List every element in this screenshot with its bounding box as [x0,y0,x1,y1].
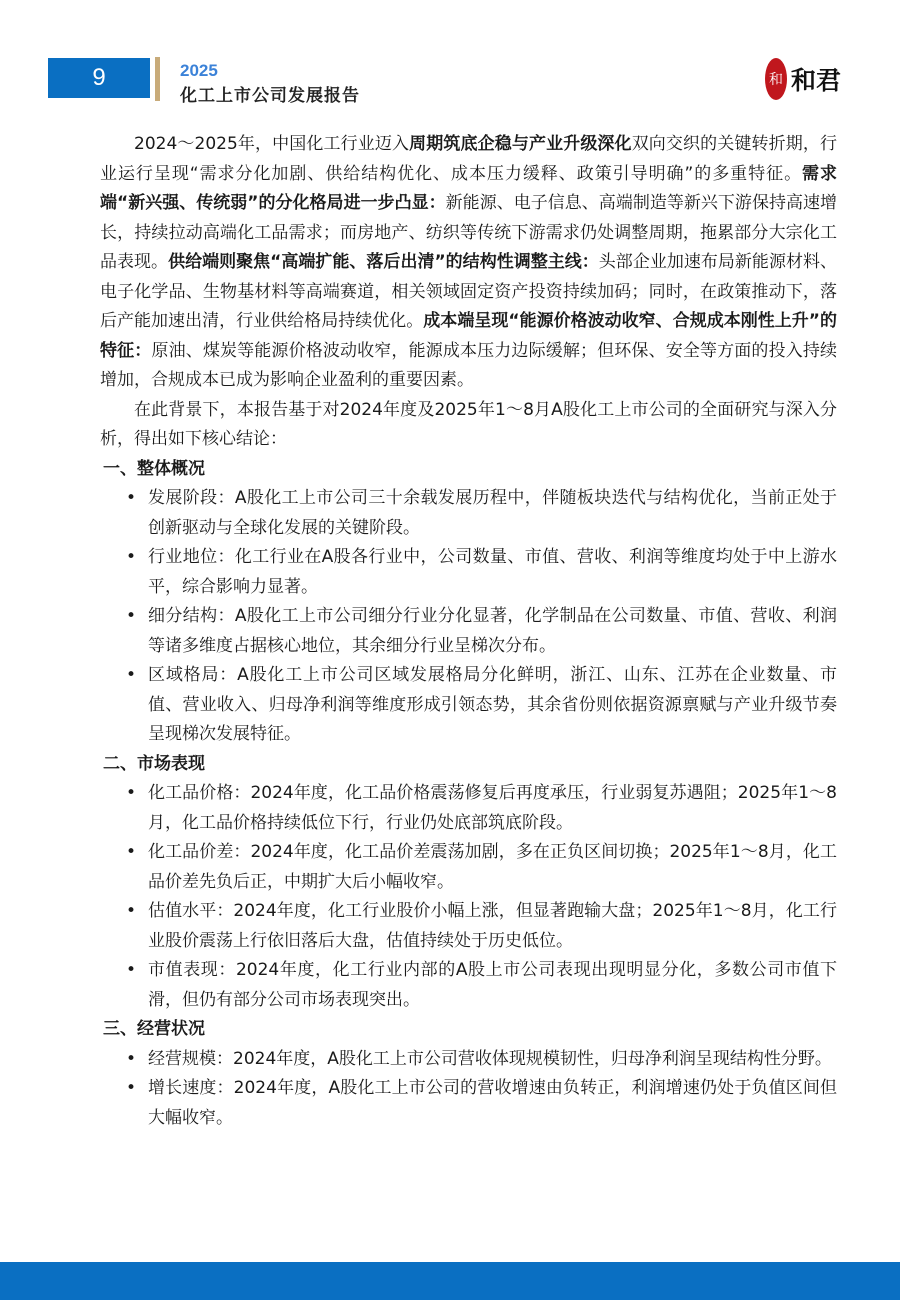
bullet-text: 化工品价格：2024年度，化工品价格震荡修复后再度承压，行业弱复苏遇阻；2025年1～8月，化工品价格持续低位下行，行业仍处底部筑底阶段。 [148,783,837,833]
bullet-item [100,1045,837,1075]
bullet-icon: • [126,1048,137,1069]
header-divider [155,57,160,101]
emphasis-text: 需求端“新兴强、传统弱”的分化格局进一步凸显： [100,163,837,213]
bullet-text: 细分结构：A股化工上市公司细分行业分化显著，化学制品在公司数量、市值、营收、利润等诸多维度占据核心地位，其余细分行业呈梯次分布。 [148,606,837,656]
bullet-text: 区域格局：A股化工上市公司区域发展格局分化鲜明，浙江、山东、江苏在企业数量、市值、营业收入、归母净利润等维度形成引领态势，其余省份则依据资源禀赋与产业升级节奏呈现梯次发展特征。 [148,665,837,744]
company-logo [765,58,841,100]
emphasis-text: 周期筑底企稳与产业升级深化 [409,134,632,154]
body-text: 头部企业加速布局新能源材料、电子化学品、生物基材料等高端赛道，相关领域固定资产投资持续加码；同时，在政策推动下，落后产能加速出清，行业供给格局持续优化。 [100,252,837,331]
bullet-icon: • [126,606,137,626]
logo-seal-icon: 和 [765,58,787,100]
bullet-icon: • [126,665,137,685]
body-text: 在此背景下，本报告基于对2024年度及2025年1～8月A股化工上市公司的全面研究与深入分析，得出如下核心结论： [100,399,837,449]
bullet-text: 市值表现：2024年度，化工行业内部的A股上市公司表现出现明显分化，多数公司市值下滑，但仍有部分公司市场表现突出。 [148,960,837,1010]
logo-text: 和君 [791,66,842,95]
section-heading: 二、市场表现 [103,753,205,774]
page-number-box: 9 [48,58,150,98]
bullet-item [100,956,837,1015]
bullet-text: 发展阶段：A股化工上市公司三十余载发展历程中，伴随板块迭代与结构优化，当前正处于创新驱动与全球化发展的关键阶段。 [148,488,837,538]
bullet-item [100,602,837,661]
emphasis-text: 供给端则聚焦“高端扩能、落后出清”的结构性调整主线： [168,252,599,272]
bullet-text: 增长速度：2024年度，A股化工上市公司的营收增速由负转正，利润增速仍处于负值区间但大幅收窄。 [148,1078,837,1128]
section-heading: 一、整体概况 [103,458,205,479]
bullet-item [100,897,837,956]
bullet-item [100,779,837,838]
bullet-icon: • [126,842,137,862]
bullet-text: 经营规模：2024年度，A股化工上市公司营收体现规模韧性，归母净利润呈现结构性分野。 [148,1048,832,1069]
section-heading: 三、经营状况 [103,1019,205,1039]
body-text: 原油、煤炭等能源价格波动收窄，能源成本压力边际缓解；但环保、安全等方面的投入持续增加，合规成本已成为影响企业盈利的重要因素。 [100,340,838,390]
bullet-text: 估值水平：2024年度，化工行业股价小幅上涨，但显著跑输大盘；2025年1～8月，化工行业股价震荡上行依旧落后大盘，估值持续处于历史低位。 [148,901,837,951]
bullet-icon: • [126,1078,137,1098]
body-paragraph [100,130,837,396]
bullet-text: 化工品价差：2024年度，化工品价差震荡加剧，多在正负区间切换；2025年1～8月，化工品价差先负后正，中期扩大后小幅收窄。 [148,842,837,892]
footer-bar [0,1262,900,1300]
document-body [100,130,837,1133]
emphasis-text: 成本端呈现“能源价格波动收窄、合规成本刚性上升”的特征： [100,311,837,361]
body-text: 2024～2025年，中国化工行业迈入 [134,134,410,154]
bullet-icon: • [126,488,137,508]
body-text: 新能源、电子信息、高端制造等新兴下游保持高速增长，持续拉动高端化工品需求；而房地产、纺织等传统下游需求仍处调整周期，拖累部分大宗化工品表现。 [100,193,837,272]
body-paragraph [100,396,837,455]
bullet-item [100,484,837,543]
bullet-item [100,661,837,750]
body-text: 双向交织的关键转折期，行业运行呈现“需求分化加剧、供给结构优化、成本压力缓释、政策引导明确”的多重特征。 [100,134,838,184]
bullet-item [100,1074,837,1133]
bullet-icon: • [126,901,137,921]
bullet-item [100,838,837,897]
bullet-icon: • [126,960,137,980]
bullet-icon: • [126,783,137,803]
bullet-icon: • [126,547,137,567]
header-title: 化工上市公司发展报告 [180,86,360,106]
header-year: 2025 [180,61,218,80]
bullet-text: 行业地位：化工行业在A股各行业中，公司数量、市值、营收、利润等维度均处于中上游水平，综合影响力显著。 [148,547,837,597]
bullet-item [100,543,837,602]
